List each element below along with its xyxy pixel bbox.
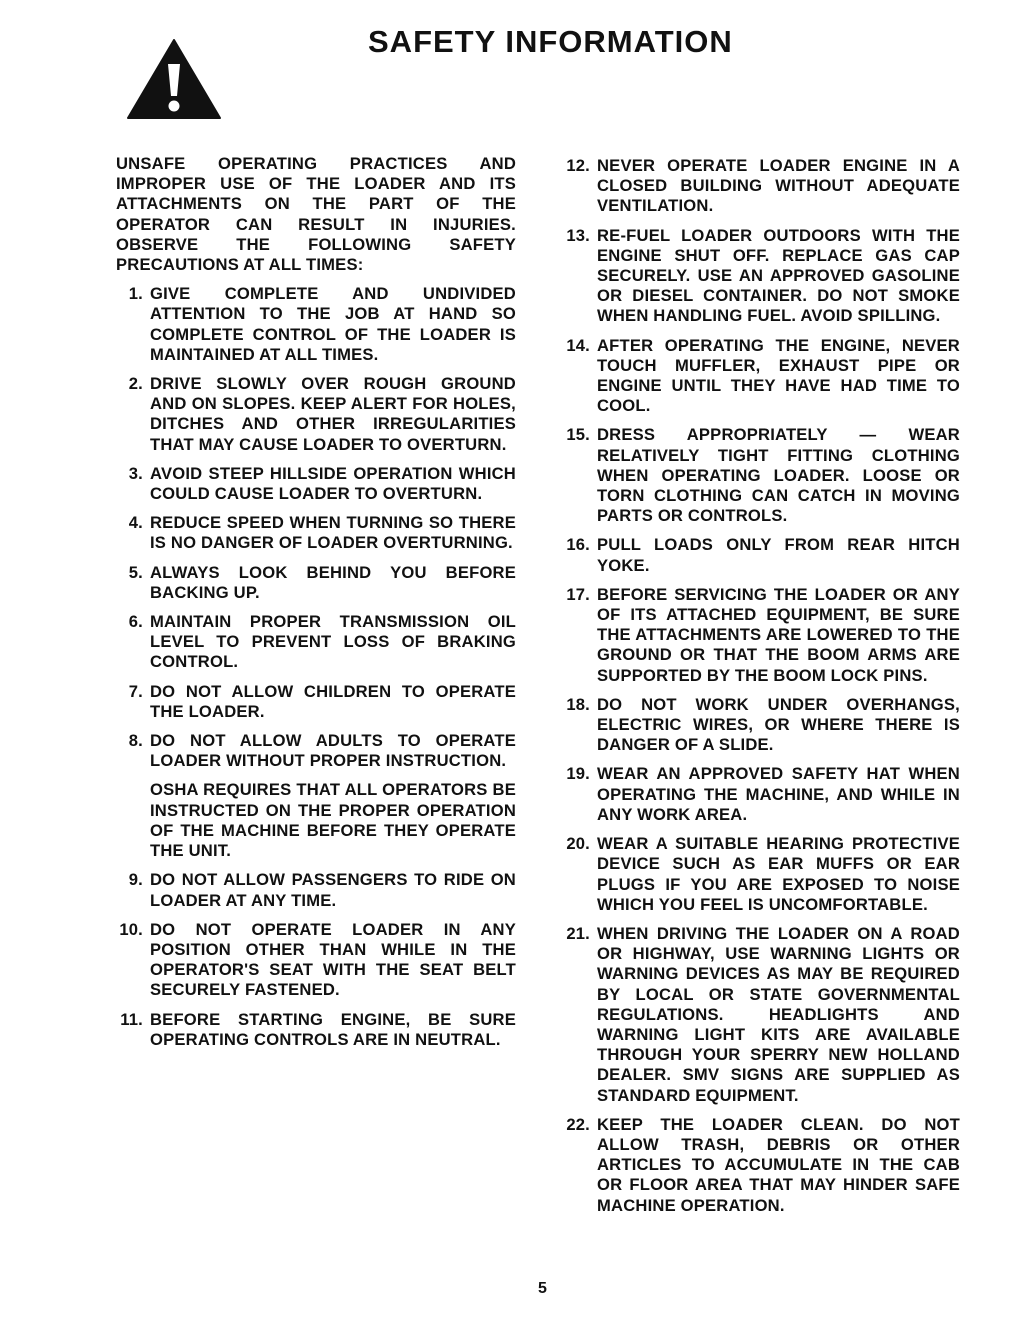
safety-item-19 — [554, 764, 960, 825]
safety-item-3 — [116, 464, 516, 504]
item-number: 18. — [566, 694, 590, 714]
safety-item-7 — [116, 682, 516, 722]
item-text: WEAR AN APPROVED SAFETY HAT WHEN OPERATING THE MACHINE, AND WHILE IN ANY WORK AREA. — [597, 764, 960, 824]
item-text: GIVE COMPLETE AND UNDIVIDED ATTENTION TO THE JOB AT HAND SO COMPLETE CONTROL OF THE LOADER IS MAINTAINED AT ALL TIMES. — [150, 284, 516, 364]
safety-item-21 — [554, 924, 960, 1106]
safety-item-16 — [554, 535, 960, 575]
item-text: BEFORE SERVICING THE LOADER OR ANY OF ITS ATTACHED EQUIPMENT, BE SURE THE ATTACHMENTS ARE LOWERED TO THE GROUND OR THAT THE BOOM ARMS ARE SUPPORTED BY THE BOOM LOCK PINS. — [597, 584, 960, 685]
safety-item-13 — [554, 226, 960, 327]
safety-item-15 — [554, 425, 960, 526]
safety-item-12 — [554, 156, 960, 217]
intro-paragraph: UNSAFE OPERATING PRACTICES AND IMPROPER USE OF THE LOADER AND ITS ATTACHMENTS ON THE PART OF THE OPERATOR CAN RESULT IN INJURIES. OBSERVE THE FOLLOWING SAFETY PRECAUTIONS AT ALL TIMES: — [116, 154, 516, 275]
item-number: 10. — [119, 919, 143, 939]
item-text: AVOID STEEP HILLSIDE OPERATION WHICH COULD CAUSE LOADER TO OVERTURN. — [150, 463, 516, 504]
item-number: 11. — [120, 1009, 143, 1029]
item-text: WHEN DRIVING THE LOADER ON A ROAD OR HIGHWAY, USE WARNING LIGHTS OR WARNING DEVICES AS MAY BE REQUIRED BY LOCAL OR STATE GOVERNMENTAL REGULATIONS. HEADLIGHTS AND WARNING LIGHT KITS ARE AVAILABLE THROUGH YOUR SPERRY NEW HOLLAND DEALER. SMV SIGNS ARE SUPPLIED AS STANDARD EQUIPMENT. — [597, 923, 960, 1105]
item-text: REDUCE SPEED WHEN TURNING SO THERE IS NO DANGER OF LOADER OVERTURNING. — [150, 513, 516, 553]
item-number: 15. — [566, 425, 590, 445]
osha-note: OSHA REQUIRES THAT ALL OPERATORS BE INSTRUCTED ON THE PROPER OPERATION OF THE MACHINE BEFORE THEY OPERATE THE UNIT. — [150, 780, 516, 861]
item-number: 22. — [566, 1114, 590, 1134]
left-column — [116, 154, 516, 1059]
item-number: 7. — [128, 681, 143, 701]
item-number: 19. — [566, 764, 590, 784]
item-number: 12. — [566, 156, 590, 175]
safety-item-18 — [554, 695, 960, 756]
safety-item-6 — [116, 612, 516, 673]
item-text: DO NOT ALLOW PASSENGERS TO RIDE ON LOADER AT ANY TIME. — [150, 870, 516, 910]
item-number: 16. — [566, 535, 590, 555]
safety-item-9 — [116, 870, 516, 910]
safety-item-5 — [116, 563, 516, 603]
safety-item-17 — [554, 585, 960, 686]
item-text: NEVER OPERATE LOADER ENGINE IN A CLOSED BUILDING WITHOUT ADEQUATE VENTILATION. — [597, 156, 960, 216]
safety-item-22 — [554, 1115, 960, 1216]
item-text: DO NOT ALLOW CHILDREN TO OPERATE THE LOADER. — [150, 681, 516, 721]
item-text: DRIVE SLOWLY OVER ROUGH GROUND AND ON SLOPES. KEEP ALERT FOR HOLES, DITCHES AND OTHER IRREGULARITIES THAT MAY CAUSE LOADER TO OVERTURN. — [150, 374, 516, 454]
item-number: 17. — [566, 584, 590, 604]
item-text: BEFORE STARTING ENGINE, BE SURE OPERATING CONTROLS ARE IN NEUTRAL. — [150, 1009, 516, 1049]
item-number: 5. — [128, 562, 143, 582]
item-number: 1. — [128, 284, 143, 304]
item-number: 21. — [566, 923, 590, 943]
safety-item-11 — [116, 1010, 516, 1050]
item-number: 3. — [128, 463, 143, 483]
item-text: DO NOT ALLOW ADULTS TO OPERATE LOADER WITHOUT PROPER INSTRUCTION. — [150, 731, 516, 771]
safety-item-20 — [554, 834, 960, 915]
safety-item-1 — [116, 284, 516, 365]
item-text: DO NOT OPERATE LOADER IN ANY POSITION OTHER THAN WHILE IN THE OPERATOR'S SEAT WITH THE SEAT BELT SECURELY FASTENED. — [150, 919, 516, 1000]
item-number: 13. — [566, 225, 590, 245]
item-text: RE-FUEL LOADER OUTDOORS WITH THE ENGINE SHUT OFF. REPLACE GAS CAP SECURELY. USE AN APPROVED GASOLINE OR DIESEL CONTAINER. DO NOT SMOKE WHEN HANDLING FUEL. AVOID SPILLING. — [597, 225, 960, 326]
safety-item-2 — [116, 374, 516, 455]
item-number: 9. — [128, 870, 143, 890]
safety-item-4 — [116, 513, 516, 553]
item-number: 4. — [128, 513, 143, 533]
item-text: PULL LOADS ONLY FROM REAR HITCH YOKE. — [597, 535, 960, 575]
item-text: KEEP THE LOADER CLEAN. DO NOT ALLOW TRASH, DEBRIS OR OTHER ARTICLES TO ACCUMULATE IN THE CAB OR FLOOR AREA THAT MAY HINDER SAFE MACHINE OPERATION. — [597, 1114, 960, 1215]
page-title: SAFETY INFORMATION — [368, 24, 733, 59]
warning-triangle-icon — [126, 38, 222, 120]
item-text: WEAR A SUITABLE HEARING PROTECTIVE DEVICE SUCH AS EAR MUFFS OR EAR PLUGS IF YOU ARE EXPOSED TO NOISE WHICH YOU FEEL IS UNCOMFORTABLE. — [597, 834, 960, 914]
item-text: AFTER OPERATING THE ENGINE, NEVER TOUCH MUFFLER, EXHAUST PIPE OR ENGINE UNTIL THEY HAVE HAD TIME TO COOL. — [597, 335, 960, 416]
safety-item-8 — [116, 731, 516, 771]
safety-item-10 — [116, 920, 516, 1001]
item-number: 2. — [128, 374, 143, 394]
item-text: DO NOT WORK UNDER OVERHANGS, ELECTRIC WIRES, OR WHERE THERE IS DANGER OF A SLIDE. — [597, 694, 960, 755]
safety-item-14 — [554, 336, 960, 417]
page-number: 5 — [538, 1280, 547, 1297]
right-column — [554, 156, 960, 1225]
item-text: MAINTAIN PROPER TRANSMISSION OIL LEVEL TO PREVENT LOSS OF BRAKING CONTROL. — [150, 612, 516, 672]
item-text: DRESS APPROPRIATELY — WEAR RELATIVELY TIGHT FITTING CLOTHING WHEN OPERATING LOADER. LOOSE OR TORN CLOTHING CAN CATCH IN MOVING PARTS OR CONTROLS. — [597, 425, 960, 526]
item-number: 20. — [566, 834, 590, 854]
item-number: 8. — [128, 731, 143, 751]
item-number: 14. — [566, 335, 590, 355]
item-number: 6. — [128, 612, 143, 632]
item-text: ALWAYS LOOK BEHIND YOU BEFORE BACKING UP. — [150, 562, 516, 602]
